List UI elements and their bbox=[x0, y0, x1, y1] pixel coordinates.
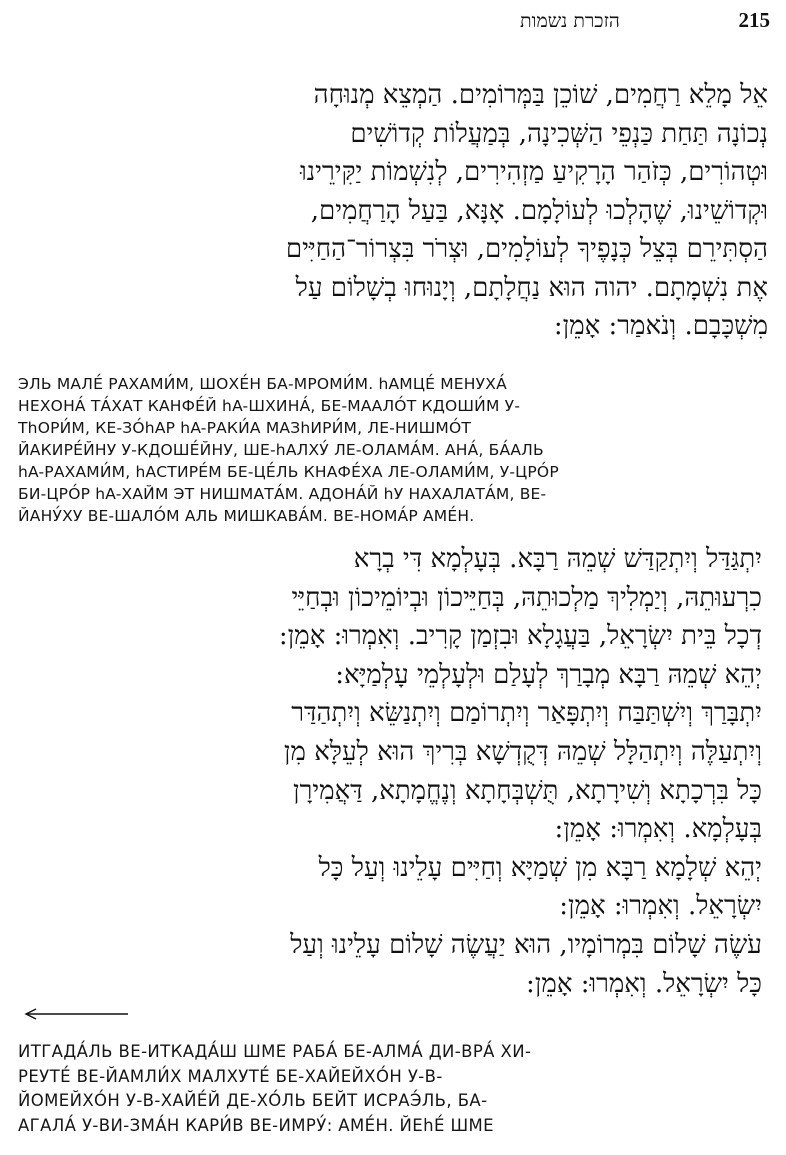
translit-line: БИ-ЦРО́Р hA-ХАЙ́М ЭТ НИШМАТА́М. АДОНА́Й hУ НАХАЛАТА́М, ВЕ- bbox=[18, 485, 547, 503]
kaddish-hebrew bbox=[22, 540, 762, 1003]
hebrew-line: נְכוֹנָה תַּחַת כַּנְפֵי הַשְּׁכִינָה, בְּמַעֲלוֹת קְדוֹשִׁים bbox=[350, 118, 768, 149]
running-title: הזכרת נשמות bbox=[520, 10, 620, 32]
hebrew-line: דְכָל בֵּית יִשְׂרָאֵל, בַּעֲגָלָא וּבִזְמַן קָרִיב. וְאִמְרוּ: אָמֵן: bbox=[278, 621, 762, 652]
translit-line: ЭЛЬ МАЛЕ́ РАХАМИ́М, ШОХЕ́Н БА-МРОМИ́М. hAМЦЕ́ МЕНУХА́ bbox=[18, 375, 507, 393]
hebrew-line: עֹשֶׂה שָׁלוֹם בִּמְרוֹמָיו, הוּא יַעֲשֶׂה שָׁלוֹם עָלֵינוּ וְעַל bbox=[290, 929, 762, 960]
hebrew-line: כָּל יִשְׂרָאֵל. וְאִמְרוּ: אָמֵן: bbox=[526, 968, 762, 999]
translit-line: ЙОМЕЙХО́Н У-В-ХАЙЕ́Й ДЕ-ХО́ЛЬ БЕЙТ ИСРАЭ́ЛЬ, БА- bbox=[18, 1091, 488, 1110]
translit-line: ЙАКИРЕ́ЙНУ У-КДОШЕ́ЙНУ, ШЕ-hАЛХУ́ ЛЕ-ОЛАМА́М. АНА́, БА́АЛЬ bbox=[18, 441, 544, 459]
translit-line: hA-РАХАМИ́М, hАСТИРЕ́М БЕ-ЦЕ́ЛЬ КНАФЕ́ХА ЛЕ-ОЛАМИ́М, У-ЦРО́Р bbox=[18, 463, 559, 481]
hebrew-line: בְּעָלְמָא. וְאִמְרוּ: אָמֵן: bbox=[554, 814, 762, 845]
translit-line: РЕУТЕ́ ВЕ-ЙАМЛИ́Х МАЛХУТЕ́ БЕ-ХАЙЕЙХО́Н У-В- bbox=[18, 1066, 443, 1086]
hebrew-line: וְיִתְעַלֶּה וְיִתְהַלָּל שְׁמֵהּ דְּקֻדְשָׁא בְּרִיךְ הוּא לְעֵלָּא מִן bbox=[283, 736, 762, 767]
translit-line: ТhOРИ́М, КЕ-ЗО́hAР hA-РАКИ́А МАЗhИРИ́М, ЛЕ-НИШМО́Т bbox=[18, 419, 472, 437]
hebrew-line: וּטְהוֹרִים, כְּזֹהַר הָרָקִיעַ מַזְהִירִים, לְנִשְׁמוֹת יַקִּירֵינוּ bbox=[300, 157, 768, 187]
hebrew-line: יִשְׂרָאֵל. וְאִמְרוּ: אָמֵן: bbox=[559, 891, 762, 922]
page-number: 215 bbox=[738, 8, 770, 32]
hebrew-line: אֵל מָלֵא רַחֲמִים, שׁוֹכֵן בַּמְּרוֹמִים. הַמְצֵא מְנוּחָה bbox=[313, 80, 768, 110]
hebrew-line: כִרְעוּתֵהּ, וְיַמְלִיךְ מַלְכוּתֵהּ, בְּחַיֵּיכוֹן וּבְיוֹמֵיכוֹן וּבְחַיֵּי bbox=[291, 582, 762, 613]
kaddish-transliteration bbox=[18, 1040, 768, 1138]
running-head bbox=[520, 8, 770, 36]
hebrew-line: יְהֵא שְׁלָמָא רַבָּא מִן שְׁמַיָּא וְחַיִּים עָלֵינוּ וְעַל כָּל bbox=[318, 852, 762, 883]
hebrew-line: יְהֵא שְׁמֵהּ רַבָּא מְבָרַךְ לְעָלַם וּלְעָלְמֵי עָלְמַיָּא: bbox=[335, 659, 762, 690]
hebrew-line: כָּל בִּרְכָתָא וְשִׁירָתָא, תֻּשְׁבְּחָתָא וְנֶחֱמָתָא, דַּאֲמִירָן bbox=[292, 775, 762, 806]
hebrew-line: יִתְבָּרַךְ וְיִשְׁתַּבַּח וְיִתְפָּאַר וְיִתְרוֹמַם וְיִתְנַשֵּׂא וְיִתְהַדַּר bbox=[291, 698, 762, 729]
translit-line: ИТГАДА́ЛЬ ВЕ-ИТКАДА́Ш ШМЕ РАБА́ БЕ-АЛМА́ ДИ-ВРА́ ХИ- bbox=[18, 1042, 532, 1061]
el-male-rachamim-transliteration bbox=[18, 373, 768, 527]
translit-line: ЙАНУ́ХУ ВЕ-ШАЛО́М АЛЬ МИШКАВА́М. ВЕ-НОМА́Р АМЕ́Н. bbox=[18, 507, 475, 525]
translit-line: НЕХОНА́ ТА́ХАТ КАНФЕ́Й hA-ШХИНА́, БЕ-МААЛО́Т КДОШИ́М У- bbox=[18, 397, 521, 415]
hebrew-line: מִשְׁכָּבָם. וְנֹאמַר: אָמֵן: bbox=[553, 311, 768, 341]
hebrew-line: וּקְדוֹשֵׁינוּ, שֶׁהָלְכוּ לְעוֹלָמָם. אָנָּא, בַּעַל הָרַחֲמִים, bbox=[310, 195, 768, 226]
el-male-rachamim-hebrew bbox=[22, 76, 768, 346]
arrow-left-icon bbox=[22, 1007, 130, 1021]
hebrew-line: יִתְגַּדַּל וְיִתְקַדַּשׁ שְׁמֵהּ רַבָּא. בְּעָלְמָא דִּי בְרָא bbox=[353, 544, 762, 574]
translit-line: АГАЛА́ У-ВИ-ЗМА́Н КАРИ́В ВЕ-ИМРУ́: АМЕ́Н. ЙЕhЕ́ ШМЕ bbox=[18, 1115, 494, 1135]
hebrew-line: אֶת נִשְׁמָתָם. יהוה הוּא נַחֲלָתָם, וְיָנוּחוּ בְשָׁלוֹם עַל bbox=[295, 272, 768, 303]
hebrew-line: הַסְתִּירֵם בְּצֵל כְּנָפֶיךָ לְעוֹלָמִים, וּצְרֹר בִּצְרוֹר־הַחַיִּים bbox=[285, 234, 768, 264]
